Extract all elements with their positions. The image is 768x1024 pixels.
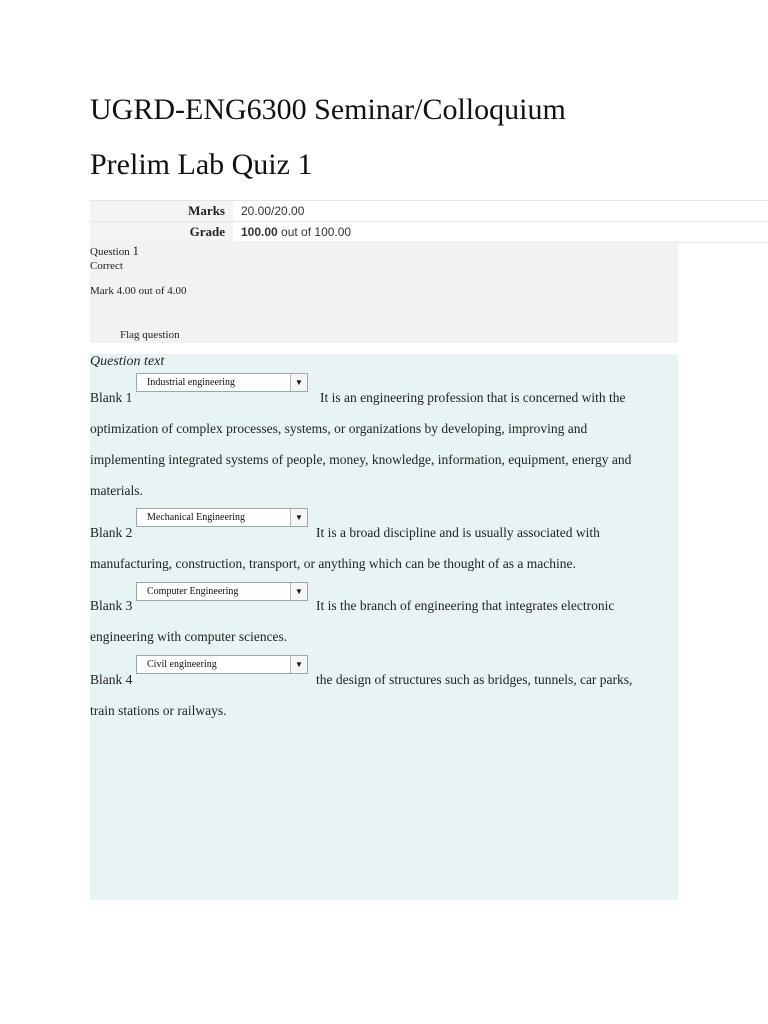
blank-2-text: manufacturing, construction, transport, or anything which can be thought of as a machine. <box>90 556 576 571</box>
blank-3-text: It is the branch of engineering that integrates electronic <box>316 598 615 613</box>
grade-value <box>233 222 768 242</box>
question-info-panel <box>90 241 678 343</box>
quiz-title: Prelim Lab Quiz 1 <box>90 148 313 181</box>
blank-1-label: Blank 1 <box>90 390 133 405</box>
chevron-down-icon: ▼ <box>290 509 307 526</box>
blank-1-select[interactable]: Industrial engineering ▼ <box>136 373 308 392</box>
chevron-down-icon: ▼ <box>290 374 307 391</box>
chevron-down-icon: ▼ <box>290 656 307 673</box>
blank-3-label: Blank 3 <box>90 598 133 613</box>
grade-total: out of 100.00 <box>277 225 352 239</box>
blank-2-label: Blank 2 <box>90 525 133 540</box>
question-text-label: Question text <box>90 354 165 369</box>
question-mark: Mark 4.00 out of 4.00 <box>90 285 187 297</box>
blank-3-text: engineering with computer sciences. <box>90 629 288 644</box>
blank-1-text: implementing integrated systems of people, money, knowledge, information, equipment, energy and <box>90 452 632 467</box>
grade-score: 100.00 <box>241 225 278 239</box>
blank-4-text: the design of structures such as bridges, tunnels, car parks, <box>316 672 633 687</box>
course-title: UGRD-ENG6300 Seminar/Colloquium <box>90 93 566 126</box>
blank-1-text: materials. <box>90 483 143 498</box>
blank-1-text: It is an engineering profession that is concerned with the <box>320 390 626 405</box>
question-status: Correct <box>90 260 123 272</box>
marks-label: Marks <box>188 203 225 218</box>
marks-value: 20.00/20.00 <box>233 201 768 221</box>
blank-4-select[interactable]: Civil engineering ▼ <box>136 655 308 674</box>
quiz-summary <box>90 200 768 243</box>
chevron-down-icon: ▼ <box>290 583 307 600</box>
blank-3-select[interactable]: Computer Engineering ▼ <box>136 582 308 601</box>
blank-2-text: It is a broad discipline and is usually associated with <box>316 525 600 540</box>
marks-row <box>90 200 768 221</box>
grade-label: Grade <box>189 224 225 239</box>
question-number: Question 1 <box>90 243 139 258</box>
flag-question-link[interactable]: Flag question <box>120 329 180 341</box>
blank-4-label: Blank 4 <box>90 672 133 687</box>
blank-4-text: train stations or railways. <box>90 703 227 718</box>
blank-1-text: optimization of complex processes, systems, or organizations by developing, improving and <box>90 421 588 436</box>
blank-2-select[interactable]: Mechanical Engineering ▼ <box>136 508 308 527</box>
grade-row <box>90 221 768 243</box>
question-content <box>90 354 678 900</box>
